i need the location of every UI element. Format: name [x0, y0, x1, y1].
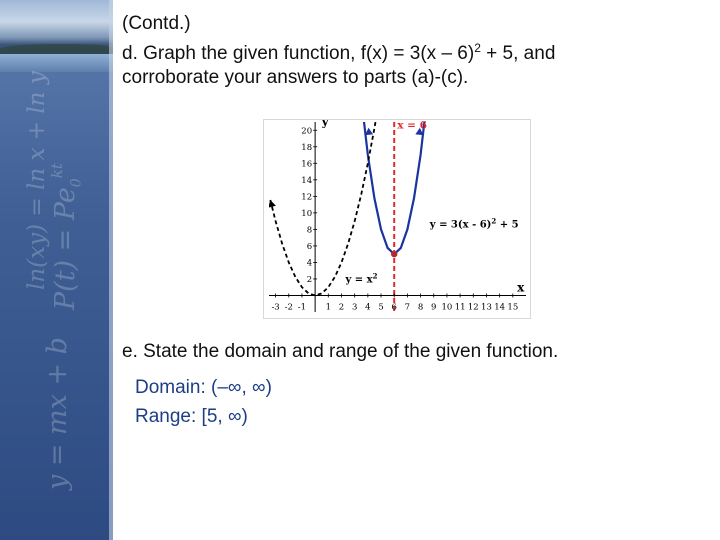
x-tick-label: 9: [431, 302, 437, 313]
x-tick-label: -3: [271, 302, 280, 313]
y-tick-label: 20: [301, 126, 313, 137]
y-tick-label: 6: [306, 241, 313, 252]
x-tick-label: 1: [325, 302, 332, 313]
y-tick-label: 8: [306, 225, 313, 236]
y-tick-label: 2: [306, 274, 313, 285]
vertex-point: [391, 251, 397, 257]
sidebar-formula-log: ln(xy) = ln x + ln y: [24, 71, 50, 290]
part-d-text: d. Graph the given function, f(x) = 3(x – 6): [122, 43, 475, 64]
x-tick-label: 15: [507, 302, 519, 313]
x-tick-label: -2: [284, 302, 293, 313]
vertical-line-label: x = 6: [397, 120, 427, 132]
y-tick-label: 12: [301, 192, 313, 203]
x-tick-label: 10: [441, 302, 453, 313]
x-tick-label: 3: [351, 302, 358, 313]
x-axis-label: x: [517, 280, 525, 295]
series-label-base: $y = x^2$: [345, 270, 378, 286]
sidebar-formula-line: y = mx + b: [42, 337, 73, 490]
part-d-text-end: + 5, and: [480, 43, 556, 64]
curves-layer: [268, 120, 428, 316]
part-d-exponent: 2: [474, 41, 481, 55]
question-text: [122, 12, 712, 90]
graph-svg: [264, 120, 530, 318]
y-tick-label: 18: [301, 142, 313, 153]
x-tick-label: 11: [454, 302, 466, 313]
contd-label: (Contd.): [122, 13, 191, 34]
x-tick-label: 8: [417, 302, 424, 313]
x-tick-label: 2: [338, 302, 345, 313]
y-axis-label: y: [321, 120, 329, 129]
x-tick-label: 14: [494, 302, 506, 313]
x-tick-label: 13: [481, 302, 492, 313]
part-d-line2: corroborate your answers to parts (a)-(c).: [122, 67, 469, 88]
x-tick-label: 12: [467, 302, 479, 313]
y-tick-label: 4: [306, 258, 313, 269]
part-e-question: e. State the domain and range of the given function.: [122, 341, 559, 362]
arrow-left-blue: [365, 128, 373, 135]
answers: [135, 373, 272, 431]
function-graph: [263, 119, 531, 319]
lake-photo: [0, 0, 113, 72]
y-tick-label: 16: [301, 159, 313, 170]
x-tick-label: -1: [297, 302, 307, 313]
labels-layer: [271, 120, 525, 312]
sidebar-formula-growth: [48, 163, 84, 310]
domain-answer: Domain: (–∞, ∞): [135, 377, 272, 398]
x-tick-label: 6: [391, 302, 397, 313]
x-tick-label: 4: [365, 302, 371, 313]
growth-formula-sup: kt: [48, 163, 66, 179]
y-tick-label: 14: [301, 175, 313, 186]
range-answer: Range: [5, ∞): [135, 406, 248, 427]
shoreline: [0, 44, 113, 54]
growth-formula-base: P(t) = Pe: [50, 187, 81, 310]
growth-formula-sub: 0: [68, 178, 85, 188]
sidebar: [0, 0, 113, 540]
arrow-left-black: [268, 200, 276, 208]
x-tick-label: 7: [404, 302, 411, 313]
x-tick-label: 5: [378, 302, 384, 313]
series-label-translated: y = 3(x - 6)$^2$ + 5: [429, 216, 519, 231]
part-d-line1: [122, 36, 712, 66]
sidebar-edge: [109, 0, 113, 540]
y-tick-label: 10: [301, 208, 313, 219]
water: [0, 54, 113, 72]
